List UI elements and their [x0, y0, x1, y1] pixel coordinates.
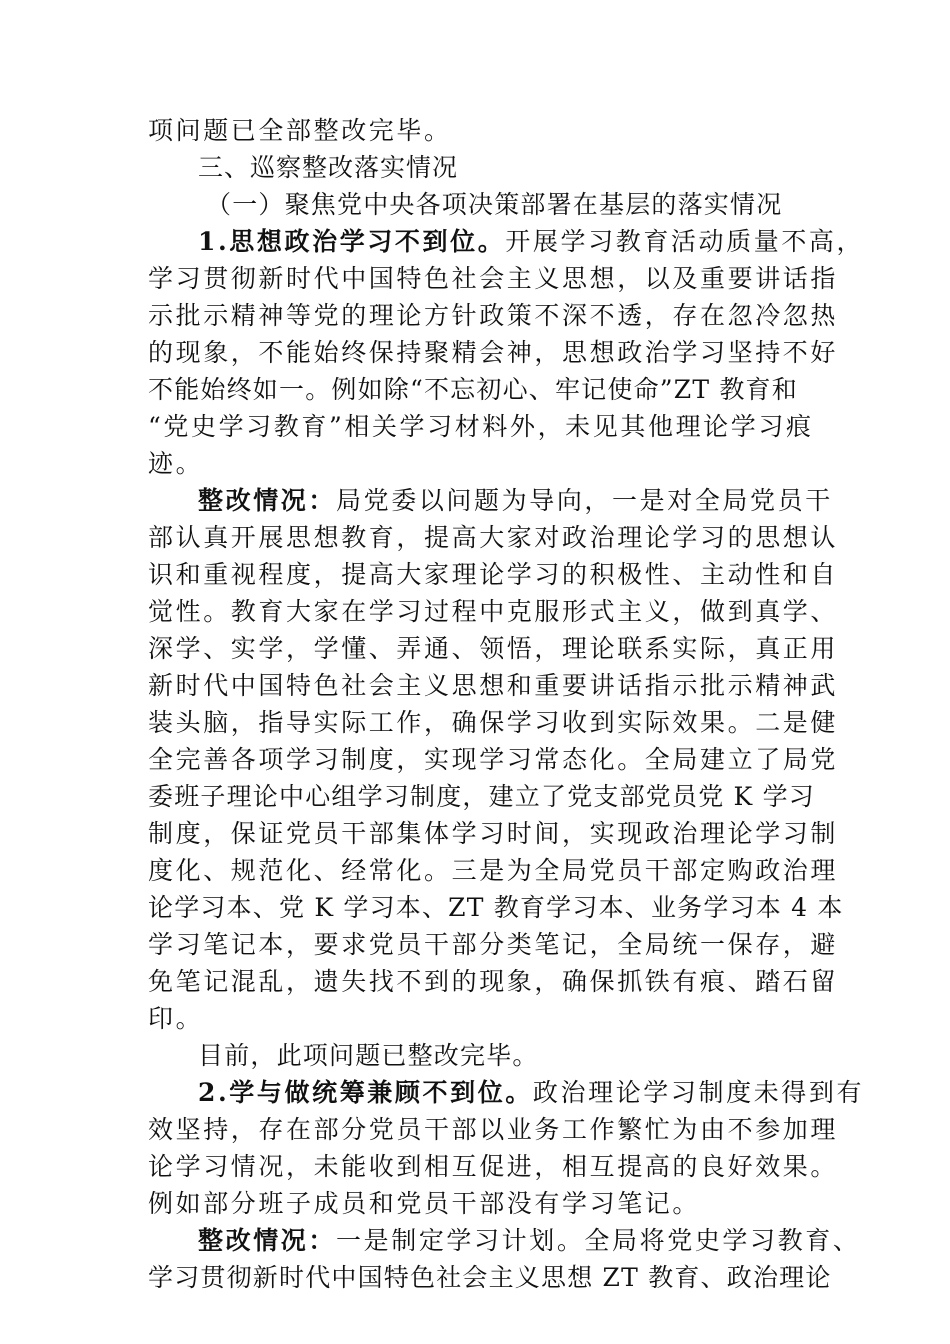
paragraph-line: 目前，此项问题已整改完毕。 — [198, 1041, 539, 1070]
paragraph-line: 示批示精神等党的理论方针政策不深不透，存在忽冷忽热 — [148, 301, 839, 330]
paragraph-line — [198, 483, 833, 519]
paragraph-line: 度化、规范化、经常化。三是为全局党员干部定购政治理 — [148, 856, 839, 885]
paragraph-line: 印。 — [148, 1004, 204, 1033]
paragraph-line: 深学、实学，学懂、弄通、领悟，理论联系实际，真正用 — [148, 634, 839, 663]
paragraph-line: 制度，保证党员干部集体学习时间，实现政治理论学习制 — [148, 819, 839, 848]
paragraph-line: 委班子理论中心组学习制度，建立了党支部党员党 K 学习 — [148, 782, 815, 811]
rectification-label: 整改情况： — [198, 486, 337, 515]
paragraph-line: 装头脑，指导实际工作，确保学习收到实际效果。二是健 — [148, 708, 839, 737]
paragraph-line: 学习贯彻新时代中国特色社会主义思想 ZT 教育、政治理论 — [148, 1263, 832, 1292]
paragraph-line: 识和重视程度，提高大家理论学习的积极性、主动性和自 — [148, 560, 839, 589]
issue-text: 开展学习教育活动质量不高， — [505, 227, 865, 256]
paragraph-line: 项问题已全部整改完毕。 — [148, 116, 452, 145]
issue-text: 政治理论学习制度未得到有 — [532, 1078, 865, 1107]
paragraph-line: 新时代中国特色社会主义思想和重要讲话指示批示精神武 — [148, 671, 839, 700]
paragraph-line: 论学习情况，未能收到相互促进，相互提高的良好效果。 — [148, 1152, 839, 1181]
paragraph-line: 效坚持，存在部分党员干部以业务工作繁忙为由不参加理 — [148, 1115, 839, 1144]
paragraph-line: 论学习本、党 K 学习本、ZT 教育学习本、业务学习本 4 本 — [148, 893, 844, 922]
paragraph-line: 的现象，不能始终保持聚精会神，思想政治学习坚持不好 — [148, 338, 839, 367]
paragraph-line: 学习贯彻新时代中国特色社会主义思想，以及重要讲话指 — [148, 264, 839, 293]
paragraph-line — [198, 224, 864, 260]
paragraph-line: 全完善各项学习制度，实现学习常态化。全局建立了局党 — [148, 745, 839, 774]
paragraph-line — [198, 1075, 864, 1111]
paragraph-line: 不能始终如一。例如除“不忘初心、牢记使命”ZT 教育和 — [148, 375, 798, 404]
paragraph-line: 部认真开展思想教育，提高大家对政治理论学习的思想认 — [148, 523, 839, 552]
rectification-label: 整改情况： — [198, 1226, 337, 1255]
subsection-heading: （一）聚焦党中央各项决策部署在基层的落实情况 — [206, 190, 783, 219]
issue-title: 1.思想政治学习不到位。 — [198, 227, 506, 256]
paragraph-line: 例如部分班子成员和党员干部没有学习笔记。 — [148, 1189, 701, 1218]
paragraph-line: “党史学习教育”相关学习材料外，未见其他理论学习痕 — [148, 412, 814, 441]
issue-title: 2.学与做统筹兼顾不到位。 — [198, 1078, 533, 1107]
paragraph-line: 觉性。教育大家在学习过程中克服形式主义，做到真学、 — [148, 597, 839, 626]
paragraph-line: 迹。 — [148, 449, 204, 478]
rectification-text: 局党委以问题为导向，一是对全局党员干 — [336, 486, 833, 515]
paragraph-line: 免笔记混乱，遗失找不到的现象，确保抓铁有痕、踏石留 — [148, 967, 839, 996]
rectification-text: 一是制定学习计划。全局将党史学习教育、 — [336, 1226, 861, 1255]
paragraph-line — [198, 1223, 860, 1259]
section-heading: 三、巡察整改落实情况 — [198, 153, 459, 182]
paragraph-line: 学习笔记本，要求党员干部分类笔记，全局统一保存，避 — [148, 930, 839, 959]
